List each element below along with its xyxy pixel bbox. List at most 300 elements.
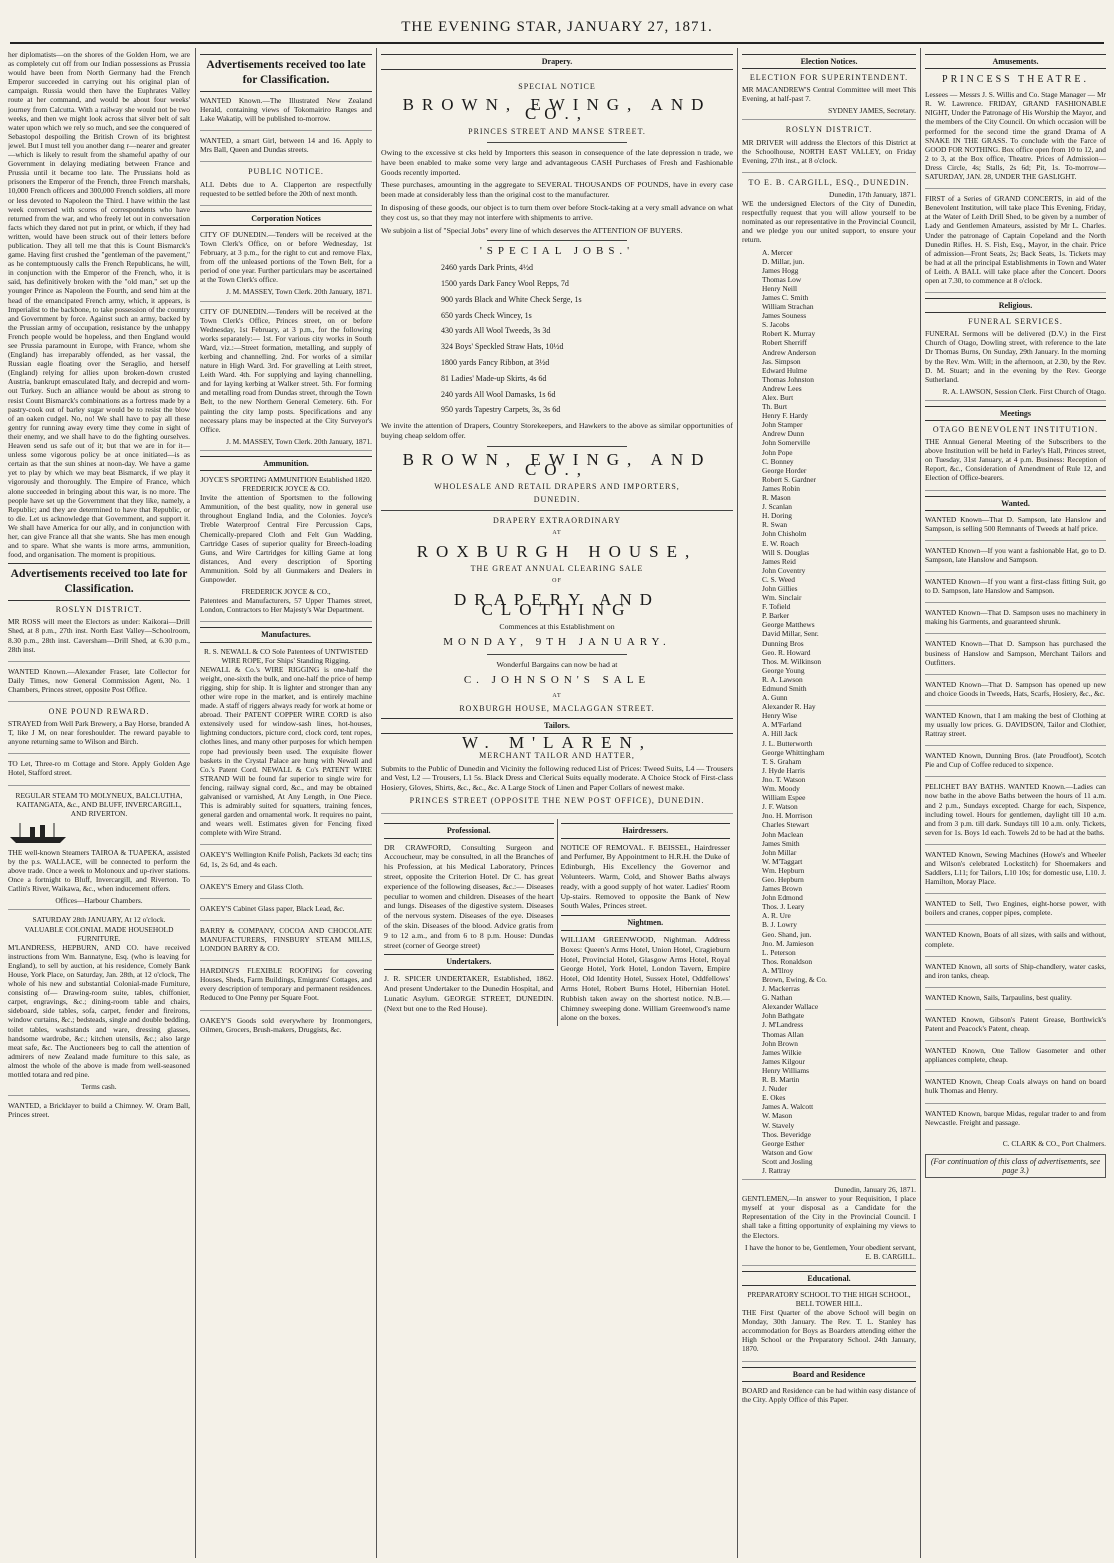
signatory-name: George Young: [762, 665, 805, 675]
job-item: 81 Ladies' Made-up Skirts, 4s 6d: [441, 373, 547, 383]
invite-paragraph: We invite the attention of Drapers, Country Storekeepers, and Hawkers to the above as similar opportunities of buying cheap seldom offer.: [381, 421, 733, 440]
signatory-name: Thos. Ronaldson: [762, 956, 813, 966]
signatory-name: Henry Williams: [762, 1065, 809, 1075]
ad-funeral: [925, 317, 1106, 401]
ad-wanted-fraser: [8, 667, 190, 702]
ad-title: ONE POUND REWARD.: [48, 707, 150, 716]
section-header: Board and Residence: [742, 1367, 916, 1382]
label-at: AT: [552, 692, 562, 699]
ad-title: ELECTION FOR SUPERINTENDENT.: [749, 73, 909, 83]
signatory-name: James Smith: [762, 838, 800, 848]
ad-mlaren: [381, 733, 733, 814]
signatory-name: Wm. Moody: [762, 784, 800, 794]
ad-body: WANTED Known—That D. Sampson, late Hanslow and Sampson, is selling 500 Remnants of Tweeds at half price.: [925, 514, 1106, 533]
divider: [381, 510, 733, 511]
ad-title: PUBLIC NOTICE.: [248, 167, 324, 177]
signatory-name: J. Nuder: [762, 1084, 788, 1094]
signatory-name: Thos. Beveridge: [762, 1129, 811, 1139]
ad-title: R. S. NEWALL & CO Sole Patentees of UNTWISTED WIRE ROPE, For Ships' Standing Rigging.: [204, 646, 368, 665]
two-column-ads: [381, 819, 733, 1026]
ad-title: ROSLYN DISTRICT.: [785, 125, 873, 135]
column-1: [8, 50, 190, 1555]
ad-body: PELICHET BAY BATHS. WANTED Known.—Ladies can now bathe in the above Baths between the hours of 11 a.m. and 2 p.m., Sundays excepted. Charge for each, Sixpence, including towel. Hours for gentlemen, daylight till 10 a.m. and from 3 p.m. till dark. Sundays till 10 a.m. only. Tickets, seven for 1s. Boys 1d each. Towels 2d to be had at the baths.: [925, 782, 1106, 837]
signatory-name: Henry F. Hardy: [762, 411, 808, 421]
ad-body: WANTED Known—If you want a fashionable Hat, go to D. Sampson, late Hanslow and Sampson.: [925, 545, 1106, 564]
section-header: Election Notices.: [742, 54, 916, 69]
section-header: Educational.: [742, 1271, 916, 1286]
ad-title: W. M'LAREN,: [461, 733, 653, 753]
intro-paragraph: Owing to the excessive st cks held by Importers this season in consequence of the late depression n trade, we have been enabled to make some very large and advantageous CASH Purchases of Fresh and Fashionable Goods recently imported.: [381, 147, 733, 177]
ad-body: WANTED Known.—The Illustrated New Zealand Herald, containing views of Tokomairiro Ranges and Lake Wakatip, will be published to-morrow.: [200, 96, 372, 124]
signatory-name: Thos. M. Wilkinson: [762, 656, 822, 666]
ad-address: Patentees and Manufacturers, 57 Upper Thames street, London, Contractors to Her Majesty's War Department.: [200, 596, 372, 615]
signatory-name: James Wilkie: [762, 1047, 802, 1057]
section-header: Ammunition.: [200, 456, 372, 471]
section-header: Advertisements received too late for Classification.: [8, 563, 190, 601]
signatory-name: Alexander R. Hay: [762, 702, 816, 712]
signatory-name: John Maclean: [762, 829, 804, 839]
signatory-name: James Robin: [762, 483, 800, 493]
wanted-ad: [925, 515, 1106, 541]
ad-spicer: J. R. SPICER UNDERTAKER, Established, 1862. And present Undertaker to the Dunedin Hospital, and Lunatic Asylum. GEORGE STREET, DUNEDIN. (Next but one to the Red House).: [384, 974, 554, 1013]
signatory-name: Jno. M. Jamieson: [762, 938, 814, 948]
ad-body: BOARD and Residence can be had within easy distance of the City. Apply Office of this Paper.: [742, 1385, 916, 1404]
wanted-ad: [925, 608, 1106, 634]
ad-oakey-polish: [200, 850, 372, 876]
ad-body: WANTED, a Bricklayer to build a Chimney. W. Oram Ball, Princes street.: [8, 1101, 190, 1120]
roxburgh-house: ROXBURGH HOUSE,: [416, 541, 698, 561]
ad-body: FUNERAL Sermons will be delivered (D.V.) in the First Church of Otago, Dowling street, with reference to the late Dr Thomas Burns, On Sunday, 29th January. In the morning by the Rev. Wm. Will; in the afternoon, at 2.30, by the Rev. D. M. Stuart; and in the evening by the Rev. George Sutherland.: [925, 329, 1106, 384]
ad-crawford: DR CRAWFORD, Consulting Surgeon and Accoucheur, may be consulted, in all the Branches of his Profession, at his Medical Laboratory, Princes street, opposite the Criterion Hotel. Dr C. has great experience of the following diseases, &c.:— Diseases peculiar to women and children. Diseases of the heart and lungs. Diseases of the digestive system. Diseases of the nervous system. Diseases of the eye. Diseases of the skin. Diseases of the blood. Advice gratis from 9 to 12 a.m., and from 6 to 8 p.m. House: Dundas street (corner of George street): [384, 842, 554, 950]
ad-body: WANTED Known, Sails, Tarpaulins, best quality.: [925, 992, 1072, 1002]
signatory-name: John Somerville: [762, 438, 811, 448]
ad-body: Submits to the Public of Dunedin and Vicinity the following reduced List of Prices: Tweed Suits, L4 — Trousers and Vest, L2 — Trousers, L1 5s. Black Dress and Clerical Suits equally moderate. A Choice Stock of First-class Hosiery, Gloves, Shirts, &c., &c., &c. A Large Stock of Linen and Paper Collars of newest make.: [381, 763, 733, 793]
ad-body: OAKEY'S Cabinet Glass paper, Black Lead, &c.: [200, 903, 345, 913]
section-header: Advertisements received too late for Classification.: [200, 54, 372, 92]
ad-firm: FREDERICK JOYCE & CO.,: [241, 587, 331, 597]
ad-body: WANTED Known—That D. Sampson uses no machinery in making his Garments, and guaranteed shrunk.: [925, 608, 1106, 627]
wanted-list: [925, 515, 1106, 1134]
signatory-name: R. A. Lawson: [762, 674, 803, 684]
signatory-name: Will S. Douglas: [762, 547, 810, 557]
ad-firm: FREDERICK JOYCE & CO.: [242, 484, 330, 494]
ad-body: WANTED Known, Boats of all sizes, with sails and without, complete.: [925, 930, 1106, 949]
ad-theatre: [925, 75, 1106, 189]
signatory-name: John Gillies: [762, 583, 798, 593]
signatory-name: J. Hyde Harris: [762, 765, 805, 775]
section-header: Corporation Notices: [200, 211, 372, 226]
signatory-name: J. L. Butterworth: [762, 738, 813, 748]
signatory-name: J. Rattray: [762, 1165, 791, 1175]
section-header: Meetings: [925, 406, 1106, 421]
wanted-ad: [925, 751, 1106, 777]
signatory-name: John Brown: [762, 1038, 798, 1048]
ad-signature: R. A. LAWSON, Session Clerk. First Church of Otago.: [942, 386, 1106, 396]
signatory-name: W. Mason: [762, 1111, 793, 1121]
signatory-name: Thomas Allan: [762, 1029, 804, 1039]
ad-body: CITY OF DUNEDIN.—Tenders will be received at the Town Clerk's Office, on or before Wednesday, 1st February, at 3 p.m., for the right to cut and remove Flax, from off the unleased portions of the Town Belt, for a period of one year. Further particulars may be ascertained at the Town Clerk's office.: [200, 229, 372, 285]
ad-body: MR ROSS will meet the Electors as under: Kaikorai—Drill Shed, at 8 p.m., 27th inst. North East Valley—Schoolroom, 8.30 p.m., 28th inst. Caversham—Drill Shed, at 6.30 p.m., 28th inst.: [8, 617, 190, 654]
signatory-name: George Whittingham: [762, 747, 825, 757]
signatory-name: Andrew Anderson: [762, 347, 816, 357]
ad-body: HARDING'S FLEXIBLE ROOFING for covering Houses, Sheds, Farm Buildings, Emigrants' Cottages, and every description of temporary and permanent residences. Reduced to One Penny per Square Foot.: [200, 966, 372, 1003]
wanted-ad: [925, 680, 1106, 706]
section-header: Professional.: [384, 823, 554, 839]
ad-roslyn-driver: [742, 125, 916, 172]
ad-body: STRAYED from Well Park Brewery, a Bay Horse, branded A T, like J M, on near foreshoulder. The reward payable to anyone returning same to Wilson and Birch.: [8, 719, 190, 747]
ad-roslyn-ross: [8, 605, 190, 661]
ad-tender-works: [200, 307, 372, 451]
signatory-name: A. Gunn: [762, 693, 788, 703]
ad-body: BARRY & COMPANY, COCOA AND CHOCOLATE MANUFACTURERS, FINSBURY STEAM MILLS, LONDON BARRY & CO.: [200, 925, 372, 954]
section-header: Religious.: [925, 298, 1106, 313]
signatory-name: James Reid: [762, 556, 796, 566]
ad-newall: [200, 647, 372, 846]
signatory-name: Edward Hulme: [762, 365, 807, 375]
signatory-name: John Millar: [762, 847, 797, 857]
signatory-name: R. B. Martin: [762, 1075, 800, 1085]
wanted-ad: [925, 1077, 1106, 1103]
ad-reward: [8, 707, 190, 754]
ad-school: [742, 1290, 916, 1362]
article-text: her diplomatists—on the shores of the Golden Horn, we are as completely cut off from our Indian possessions as Prussia would have been from North Germany had the French Emperor succeeded in carrying out his original plan of campaign. Russia would then have the Euphrates Valley route at her command, and would be about four weeks' journey from Calcutta. With a railway she would not be two weeks, and then we might look across that silver belt of salt water upon which we rely so much, and see the conquered of Sebastopol despoiling the British Crown of its brightest jewel. But I must tell you another dang r—nearer and greater—which is likely to result from the shameful apathy of our Government in delaying mediating between France and Prussia until it became too late. The Prussians hold as prisoners the Emperor of the French, three French marshals, 10,000 French officers and 300,000 French soldiers, all more or less devoted to Napoleon the Third. I have within the last week conversed with scores of correspondents who have returned from the war, and who freely let out in conversation facts which they dared not put in print, or which, if they had written, would have been struck out of their letters before publication. They all tell me that this is Count Bismarck's game. Having first crushed the "gentleman of the pavement," as he contemptuously calls the French Republicans, he will, in conjunction with the Emperor of the French, who, it is said, has definitively broken with the "old man," set up the younger Prince as Napoleon the Fourth, and send him at the head of the emancipated French army, which, it appears, is Imperialist to the backbone, to take possession of the country and Government by force. Against such an army, backed by the Prussian army of occupation, resistance by the unhappy French people would be hopeless, and then England would see Prussia paramount in Europe, with France, whom she (England) has irreparably offended, as her vassal, the Russian eagle floating over the Seraglio, and herself (England) relying for allies upon broken-down crusted Austria, bankrupt emasculated Italy, and decrepid and worn-out Turkey. Such an alliance would be about as strong to resist Count Bismarck's combinations as a fortress made by a pastry-cook out of barley sugar would be to resist the blow of an oaken cudgel. No, no! We shall have to pay all these gentry for running away every time they come in sight of their enemy, and we shall have to do the fighting ourselves. Heaven send us safe out of it; but that we are in for it—unless some vigorous policy be at once initiated—is as certain as that the sun shines at noon-day. We have a game yet to play by which we may beat Bismarck, if we play it vigorously and thoroughly. The Empire of France, which alone succeeded in bringing about this war, is no more. The people have set up the Government that they like, namely, a Republic; and they are determined to have that Republic, or to die. Let us acknowledge that Government, and support it. We shall have America for our ally, and in conjunction with her, can give France all that she wants. She has men enough and to spare. What she wants is more arms, ammunition, food, and organisation. The moment is propitious.: [8, 50, 190, 560]
signatory-name: John Chisholm: [762, 529, 807, 539]
signatory-name: Wm. Hepburn: [762, 865, 805, 875]
ad-body: WANTED Known—If you want a first-class fitting Suit, go to D. Sampson, late Hanslow and Sampson.: [925, 577, 1106, 596]
signatory-name: Jno. H. Morrison: [762, 811, 813, 821]
section-header: Hairdressers.: [561, 823, 731, 839]
intro-paragraph: We subjoin a list of "Special Jobs" every line of which deserves the ATTENTION OF BUYERS.: [381, 225, 683, 235]
firm-address: PRINCES STREET AND MANSE STREET.: [468, 127, 646, 137]
signatory-name: Alexander Wallace: [762, 1002, 819, 1012]
job-item: 430 yards All Wool Tweeds, 3s 3d: [441, 326, 551, 336]
ad-body: MR MACANDREW'S Central Committee will meet This Evening, at half-past 7.: [742, 85, 916, 104]
divider: [487, 446, 628, 447]
ad-date: Dunedin, 17th January, 1871.: [829, 189, 916, 199]
intro-paragraph: In disposing of these goods, our object is to turn them over before Stock-taking at a very small advance on what they cost us, so that they may not interfere with shipments to arrive.: [381, 202, 733, 222]
signatory-name: James Hogg: [762, 265, 799, 275]
firm-name: BROWN, EWING, AND CO.,: [402, 94, 712, 124]
sub-column-right: [557, 819, 734, 1026]
signatory-name: Robert Sherriff: [762, 338, 807, 348]
signatory-name: F. Tofield: [762, 602, 791, 612]
job-item: 1500 yards Dark Fancy Wool Repps, 7d: [441, 278, 569, 288]
signatory-name: Alex. Burt: [762, 393, 794, 402]
ad-title: FUNERAL SERVICES.: [968, 317, 1063, 327]
ad-body: WANTED Known, Gibson's Patent Grease, Borthwick's Patent and Peacock's Patent, cheap.: [925, 1014, 1106, 1034]
ad-body: NEWALL & Co.'s WIRE RIGGING is one-half the weight, one-sixth the bulk, and one-half the price of hemp rigging, ship for ship. It is lighter and stronger than any other wire rope in the market, and is entirely machine made. A staff of riggers always ready for work at home or abroad. Their PATENT COPPER WIRE CORD is also extensively used for window-sash lines, hot-houses, lightning conductors, picture cord, clock cord, tent ropes, clothes lines, and many other purposes for which hempen rope had previously been used. The exquisite flower baskets in the Crystal Palace are hung with Newall and Co.'s Patent Cord. NEWALL & Co's PATENT WIRE STRAND Will be found far superior to single wire for fencing, railway signal cord, &c., and may be obtained galvanised or varnished, At Any Length, in One Piece. This is admirably suited for squatters, training fences, general garden and ornamental work. It requires no paint, and wears well. Estimates given for Fencing fixed complete with Wire Strand.: [200, 664, 372, 838]
signatory-name: John Coventry: [762, 565, 806, 575]
signatory-name: John Pope: [762, 447, 793, 457]
signatory-name: James A. Walcott: [762, 1102, 814, 1112]
ad-furniture-sale: [8, 915, 190, 1096]
drapery-clothing: DRAPERY AND CLOTHING: [454, 589, 660, 619]
clark-signature: C. CLARK & CO., Port Chalmers.: [1002, 1138, 1106, 1148]
ad-cargill-reply: [742, 1185, 916, 1266]
signatory-name: A. Hill Jack: [762, 729, 798, 739]
ad-oakey-glass: [200, 904, 372, 921]
signatory-name: Charles Stewart: [762, 820, 809, 830]
ad-public-notice: [200, 167, 372, 205]
column-divider: [737, 48, 738, 1558]
signatory-name: John Bathgate: [762, 1011, 805, 1021]
newspaper-title: THE EVENING STAR, JANUARY 27, 1871.: [401, 19, 713, 35]
signatory-name: A. R. Ure: [762, 911, 791, 921]
signatory-name: B. J. Lowry: [762, 920, 797, 930]
sale-date: SATURDAY 28th JANUARY, At 12 o'clock.: [32, 915, 166, 925]
signatory-name: Henry Wise: [762, 711, 798, 721]
signatory-name: Henry Neill: [762, 283, 798, 293]
signatory-name: John Edmond: [762, 893, 803, 903]
steamship-icon: [8, 821, 68, 845]
ad-body: WANTED Known, One Tallow Gasometer and other appliances complete, cheap.: [925, 1046, 1106, 1065]
ad-body: ALL Debts due to A. Clapperton are respectfully requested to be settled before the 20th of next month.: [200, 179, 372, 198]
ad-body: WANTED, a smart Girl, between 14 and 16. Apply to Mrs Ball, Queen and Dundas streets.: [200, 136, 372, 155]
wanted-ad: [925, 711, 1106, 746]
ad-body: WANTED Known, Dunning Bros. (late Proudfoot), Scotch Pie and Cup of Coffee reduced to sixpence.: [925, 751, 1106, 770]
ad-steamers: [8, 791, 190, 911]
signatory-name: James Brown: [762, 884, 803, 894]
signatory-name: Wm. Sinclair: [762, 593, 802, 603]
wanted-ad: [925, 930, 1106, 956]
signatory-name: James Kilgour: [762, 1056, 805, 1066]
wanted-ad: [925, 1046, 1106, 1072]
column-divider: [376, 48, 377, 1558]
ad-tender-flax: [200, 230, 372, 302]
ad-body: THE First Quarter of the above School will begin on Monday, 30th January. The Rev. T. L. Stanley has accommodation for Boys as Boarders attending either the High School or the Preparatory School. 24th January, 1870.: [742, 1308, 916, 1354]
ad-body: WANTED Known, Cheap Coals always on hand on board hulk Thomas and Henry.: [925, 1077, 1106, 1096]
signatory-name: Edmund Smith: [762, 684, 807, 693]
signatory-name: Watson and Gow: [762, 1147, 813, 1157]
job-item: 950 yards Tapestry Carpets, 3s, 3s 6d: [441, 405, 561, 415]
signatory-name: A. M'Ilroy: [762, 965, 794, 975]
sale-date: MONDAY, 9TH JANUARY.: [443, 636, 671, 649]
section-header: Manufactures.: [200, 627, 372, 642]
signatory-name: Thos. J. Leary: [762, 902, 805, 912]
jobs-list: [381, 263, 733, 415]
signatory-name: Jas. Simpson: [762, 356, 801, 366]
signatory-name: G. Nathan: [762, 993, 793, 1003]
job-item: 240 yards All Wool Damasks, 1s 6d: [441, 389, 556, 399]
ad-harding: [200, 966, 372, 1010]
ad-date: Dunedin, January 26, 1871.: [834, 1185, 916, 1195]
ad-cargill-requisition: [742, 178, 916, 1180]
ad-body: WANTED Known, that I am making the best of Clothing at my usually low prices. G. DAVIDSON, Tailor and Clothier, Rattray street.: [925, 710, 1106, 739]
signatory-name: George Horder: [762, 465, 807, 475]
intro-paragraph: These purchases, amounting in the aggregate to SEVERAL THOUSANDS OF POUNDS, have in every case been made at considerably less than the original cost to the manufacturer.: [381, 180, 733, 200]
job-item: 900 yards Black and White Check Serge, 1s: [441, 294, 582, 304]
signatory-name: C. Bonney: [762, 456, 794, 466]
signatory-name: Geo. Shand, jun.: [762, 929, 812, 939]
signatory-name: William Espee: [762, 793, 806, 803]
signatory-name: Robert S. Gardner: [762, 474, 816, 484]
signatory-name: P. Barker: [762, 611, 790, 621]
wanted-ad: [925, 850, 1106, 894]
ad-body: OAKEY'S Wellington Knife Polish, Packets 3d each; tins 6d, 1s, 2s 6d, and 4s each.: [200, 850, 372, 869]
ad-body: WANTED Known, barque Midas, regular trader to and from Newcastle. Freight and passage.: [925, 1108, 1106, 1127]
signatory-name: Scott and Josling: [762, 1156, 813, 1166]
label-of: OF: [552, 578, 562, 585]
section-header: Nightmen.: [561, 915, 731, 931]
signatory-name: D. Millar, jun.: [762, 256, 805, 266]
wanted-ad: [925, 962, 1106, 988]
bargains: Wonderful Bargains can now be had at: [496, 660, 618, 670]
signatory-name: Robert K. Murray: [762, 329, 816, 339]
masthead-rule: [10, 42, 1104, 44]
ad-body: TO Let, Three-ro m Cottage and Store. Apply Golden Age Hotel, Stafford street.: [8, 759, 190, 778]
ad-body: M'LANDRESS, HEPBURN, AND CO. have received instructions from Wm. Bannatyne, Esq. (who is leaving for England), to sell by auction, at his residence, Comely Bank House, York Place, on Saturday, Jan. 28th, at 12 o'clock, The whole of his new and substantial Colonial-made Furniture, consisting of— Drawing-room suite, tables, chiffonier, carpet, engravings, &c.; dining-room table and chairs, sideboard, side tables, sofa, carpet, fender and fireirons, window curtains, &c.; bedsteads, single and double bedding, toilet tables, washstands and ware, dressing glasses, handsome wardrobe, &c.; kitchen utensils, &c.; also large meat safe, &c. The Auctioneers beg to call the attention of admirers of new Zealand made furniture to this sale, as almost the whole of the above is made from well-seasoned mottled totara and red pine.: [8, 942, 190, 1079]
section-header: Tailors.: [381, 718, 733, 734]
commences: Commences at this Establishment on: [499, 622, 615, 632]
wanted-ad: [925, 546, 1106, 572]
ad-title: PRINCESS THEATRE.: [942, 74, 1089, 86]
job-item: 324 Boys' Speckled Straw Hats, 10½d: [441, 342, 564, 352]
signatory-name: Jno. T. Watson: [762, 774, 806, 784]
ad-signature: I have the honor to be, Gentlemen, Your obedient servant, E. B. CARGILL.: [745, 1242, 916, 1261]
signatory-name: John Stamper: [762, 420, 803, 430]
ad-body: FIRST of a Series of GRAND CONCERTS, in aid of the Benevolent Institution, will take place This Evening, Friday, at the Water of Leith Drill Shed, to be given by a number of Lady and Gentlemen Amateurs, assisted by Mr L. Charles. Under the patronage of Captain Copeland and the North Dunedin Rifles. H. S. Fish, Esq., Mayor, in the chair. Price of admission—Front Seats, 2s; Back Seats, 1s. Tickets may be had at all the principal Establishments in Town and Water of Leith. A BALL will take place after the Concert. Doors open at 7.30, to commence at 8 o'clock.: [925, 194, 1106, 285]
signatory-name: George Esther: [762, 1138, 805, 1148]
column-5: [925, 50, 1106, 1555]
ad-superintendent: [742, 73, 916, 120]
ad-body: MR DRIVER will address the Electors of this District at the Schoolhouse, NORTH EAST VALLEY, on Friday Evening, 27th inst., at 8 o'clock.: [742, 137, 916, 165]
signatory-name: J. M'Landress: [762, 1020, 804, 1030]
signatory-name: A. M'Farland: [762, 720, 802, 730]
signatory-name: J. Scanlan: [762, 502, 792, 512]
ad-body: CITY OF DUNEDIN.—Tenders will be received at the Town Clerk's Office, Princes street, on or before Wednesday, 1st February, at 3 p.m., for the following works separately:— 1st. For various city works in South Ward, viz.:—Street formation, metalling, and supply of kerbing and channelling. 2nd. For works of a similar nature in High Ward. 3rd. For gravelling at Leith street, Leith Ward. 4th. For supplying and laying channelling, and for laying kerbing at Walker street. 5th. For forming and metalling road from Dundas street, through the Town Belt, to the new Northern General Cemetery. 6th. For painting the city lamp posts. Specifications and any necessary plans may be inspected at the City Surveyor's Office.: [200, 306, 372, 434]
signatory-name: Thomas Johnston: [762, 374, 814, 384]
signatory-name: David Millar, Senr.: [762, 629, 819, 639]
jobs-title: 'SPECIAL JOBS.': [479, 245, 635, 258]
job-item: 2460 yards Dark Prints, 4½d: [441, 263, 533, 273]
divider: [487, 654, 628, 655]
signatory-name: James Souness: [762, 311, 807, 321]
ad-greenwood: WILLIAM GREENWOOD, Nightman. Address Boxes: Queen's Arms Hotel, Union Hotel, Cragieburn Hotel, Provincial Hotel, Glasgow Arms Hotel, Royal George Hotel, York Hotel, London Tavern, Empire Hotel, Old Identity Hotel, Sussex Hotel, Oddfellows' Arms Hotel, Robert Burns Hotel, Hibernian Hotel. Rubbish taken away on the shortest notice. N.B.—Chimney sweeping done. William Greenwood's name alone on the boxes.: [560, 935, 730, 1023]
ad-beissel: NOTICE OF REMOVAL. F. BEISSEL, Hairdresser and Perfumer, By Appointment to H.R.H. the Duke of Edinburgh, His Excellency the Governor and Volunteers. Warm, Cold, and Shower Baths always ready, with a good supply of hot water. Ladies' Room Up-stairs. Removed to opposite the Bank of New South Wales, Princes street.: [560, 842, 730, 911]
wanted-ad: [925, 899, 1106, 925]
ad-body: Invite the attention of Sportsmen to the following Ammunition, of the best quality, now in general use throughout England India, and the Colonies. Joyce's Treble Waterproof Central Fire Percussion Caps, Chemically-prepared Cloth and Felt Gun Wadding, Cartridge Cases of superior quality for Breech-loading Guns, and Wire Cartridges for killing Game at long distances, And every description of Sporting Ammunition. Sold by all Gunmakers and Dealers in Gunpowder.: [200, 493, 372, 585]
job-item: 650 yards Check Wincey, 1s: [441, 310, 532, 320]
signatory-name: H. Doring: [762, 511, 792, 521]
signatory-name: E. Okes: [762, 1093, 786, 1103]
ad-body: OAKEY'S Goods sold everywhere by Ironmongers, Oilmen, Grocers, Brush-makers, Druggists, &c.: [200, 1015, 372, 1034]
divider: [487, 240, 628, 241]
signatory-name: Th. Burt: [762, 402, 788, 412]
firm-name: BROWN, EWING, AND CO.,: [402, 449, 712, 479]
special-notice: SPECIAL NOTICE: [518, 81, 596, 91]
signatory-name: E. W. Roach: [762, 538, 799, 548]
sale-terms: Terms cash.: [81, 1082, 117, 1092]
wanted-ad: [925, 1109, 1106, 1134]
signatory-name: L. Peterson: [762, 947, 796, 957]
signatory-name: William Strachan: [762, 302, 814, 312]
ad-board: [742, 1386, 916, 1411]
column-2: [200, 50, 372, 1555]
signatory-name: R. Swan: [762, 520, 788, 530]
wanted-ad: [925, 639, 1106, 674]
signatory-name: George Matthews: [762, 620, 815, 630]
section-header: Undertakers.: [384, 954, 554, 970]
ad-body: Lessees — Messrs J. S. Willis and Co. Stage Manager — Mr R. W. Lawrence. FRIDAY, GRAND FASHIONABLE NIGHT, Under the Patronage of His Worship the Mayor, and the members of the City Council. On which occasion will be performed for the second time the grand Drama of A SNAKE IN THE GRASS. To conclude with the Farce of GOOD FOR NOTHING. Box office open from 10 to 12, and 2 to 3, at the Box office, Theatre. Prices of Admission—Dress Circle, 4s; Stalls, 2s 6d; Pit, 1s. To-morrow—SATURDAY, JAN. 28, UNDER THE GASLIGHT.: [925, 90, 1106, 182]
signatory-name: S. Jacobs: [762, 320, 790, 330]
ad-body: WANTED Known—That D. Sampson has opened up new and choice Goods in Tweeds, Hats, Scarfs, Hosiery, &c., &c.: [925, 679, 1106, 698]
signatory-name: Geo. Hepburn: [762, 874, 804, 884]
signatory-name: W. Stavely: [762, 1120, 795, 1130]
signatory-name: Dunning Bros: [762, 638, 804, 648]
section-header: Wanted.: [925, 496, 1106, 511]
ad-body: WANTED Known, Sewing Machines (Howe's and Wheeler and Wilson's celebrated Lockstitch) for Shoemakers and Saddlers, L11; for Tailors, L10 10s; for domestic use, L10. J. Hamilton, Moray Place.: [925, 849, 1106, 887]
ad-body: OAKEY'S Emery and Glass Cloth.: [200, 881, 304, 891]
ad-title: OTAGO BENEVOLENT INSTITUTION.: [932, 425, 1099, 434]
wanted-ad: [925, 993, 1106, 1010]
ad-oakey-emery: [200, 882, 372, 899]
wanted-ad: [925, 782, 1106, 845]
section-header: Amusements.: [925, 54, 1106, 69]
ad-joyce: [200, 475, 372, 622]
firm-city: DUNEDIN.: [533, 495, 581, 505]
wanted-ad: [925, 577, 1106, 603]
column-3: [381, 50, 733, 1555]
signatory-name: R. Mason: [762, 493, 791, 503]
ad-barry: [200, 926, 372, 961]
signatory-name: J. F. Watson: [762, 802, 798, 812]
ad-signature: SYDNEY JAMES, Secretary.: [828, 106, 916, 116]
continuation-note: (For continuation of this class of advertisements, see page 3.): [925, 1154, 1106, 1178]
signatory-name: C. S. Weed: [762, 574, 795, 584]
ad-title: PREPARATORY SCHOOL TO THE HIGH SCHOOL, BELL TOWER HILL.: [747, 1289, 911, 1308]
ad-body: WANTED Known, all sorts of Ship-chandlery, water casks, and iron tanks, cheap.: [925, 961, 1106, 980]
signatory-name: Andrew Dunn: [762, 429, 805, 439]
sub-column-left: [381, 819, 557, 1026]
column-divider: [920, 48, 921, 1558]
signatory-name: Thomas Low: [762, 274, 802, 284]
ad-wanted-girl: [200, 136, 372, 162]
ad-concert: [925, 194, 1106, 293]
section-header: Drapery.: [381, 54, 733, 70]
ad-bricklayer: [8, 1101, 190, 1126]
signatory-name: W. M'Taggart: [762, 856, 803, 866]
signatory-list: [742, 248, 916, 1176]
sale-address: ROXBURGH HOUSE, MACLAGGAN STREET.: [459, 704, 655, 714]
ad-wanted-herald: [200, 96, 372, 131]
ad-body: WANTED Known—That D. Sampson has purchased the business of Hanslow and Sampson, Merchant Tailors and Outfitters.: [925, 639, 1106, 667]
ad-address: PRINCES STREET (OPPOSITE THE NEW POST OFFICE), DUNEDIN.: [409, 796, 705, 806]
divider: [487, 142, 628, 143]
firm-description: WHOLESALE AND RETAIL DRAPERS AND IMPORTERS,: [434, 482, 680, 492]
drapery-extraordinary: DRAPERY EXTRAORDINARY: [492, 515, 622, 525]
ad-title: ROSLYN DISTRICT.: [55, 605, 143, 615]
ad-trade: MERCHANT TAILOR AND HATTER,: [479, 750, 635, 760]
signatory-name: T. S. Graham: [762, 756, 802, 766]
ad-oakey-goods: [200, 1016, 372, 1041]
masthead: [0, 0, 1114, 42]
signatory-name: J. Mackerras: [762, 984, 800, 994]
ad-signature: J. M. MASSEY, Town Clerk. 20th January, 1871.: [226, 436, 372, 446]
label-at: AT: [552, 529, 562, 536]
signatory-name: Brown, Ewing, & Co.: [762, 975, 827, 984]
ad-body: GENTLEMEN,—In answer to your Requisition, I place myself at your disposal as a Candidate for the Representation of the City in the Provincial Council. I shall take a fitting opportunity of explaining my views to the Electors.: [742, 1194, 916, 1240]
job-item: 1800 yards Fancy Ribbon, at 3½d: [441, 357, 550, 367]
ad-offices: Offices—Harbour Chambers.: [55, 896, 143, 906]
ad-signature: J. M. MASSEY, Town Clerk. 20th January, 1871.: [226, 287, 372, 297]
ad-otago-benevolent: [925, 425, 1106, 491]
ad-title: REGULAR STEAM TO MOLYNEUX, BALCLUTHA, KAITANGATA, &c., AND BLUFF, INVERCARGILL, AND RIVERTON.: [15, 790, 183, 818]
ad-title: JOYCE'S SPORTING AMMUNITION Established 1820.: [200, 475, 372, 484]
ad-to-let: [8, 759, 190, 785]
signatory-name: James C. Smith: [762, 292, 809, 302]
ad-title: VALUABLE COLONIAL MADE HOUSEHOLD FURNITURE.: [24, 924, 174, 943]
signatory-name: A. Mercer: [762, 247, 793, 257]
